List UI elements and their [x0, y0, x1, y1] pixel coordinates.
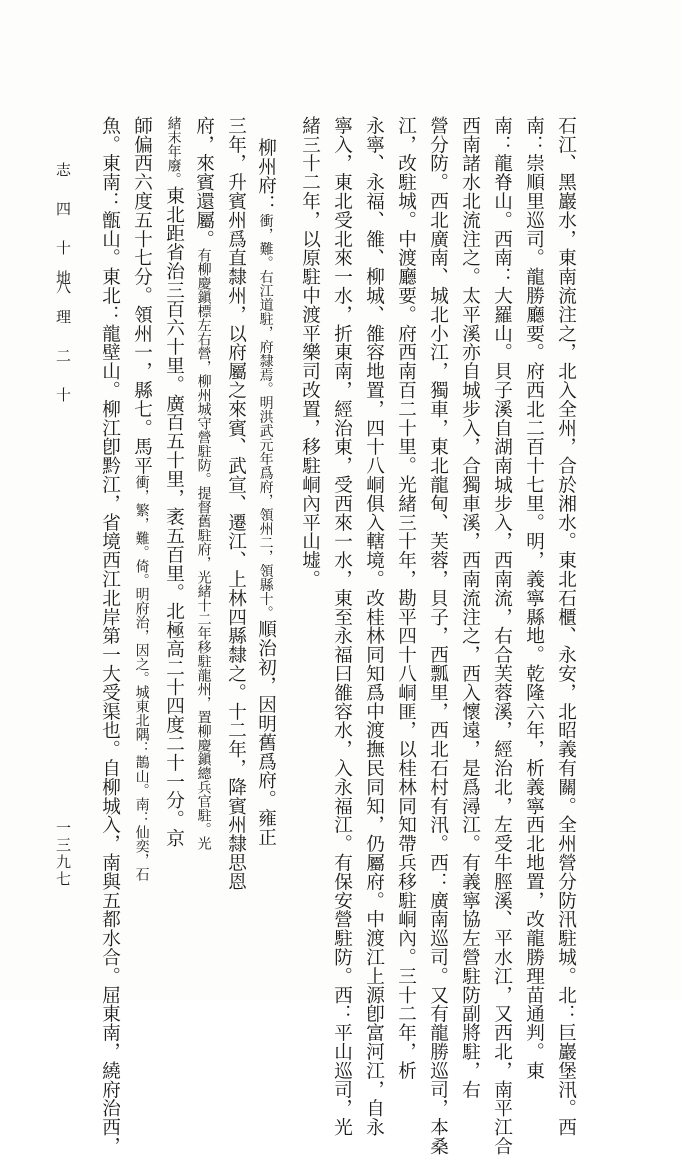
- annotation: 有柳慶鎭標左右營，柳州城守營駐防。提督舊駐府，光緒十二年移駐龍州，置柳慶鎭總兵官駐。光: [195, 248, 212, 851]
- text-column-3: 南：龍脊山。西南：大羅山。貝子溪自湖南城步入，西南流，右合芙蓉溪，經治北，左受牛脛溪、平水江，又西北，南平江合: [491, 116, 513, 1156]
- prefecture-heading: 柳州府：: [255, 138, 277, 214]
- text-column-14: [132, 116, 151, 916]
- text-column-8: 寧入，東北受北來一水，折東南，經治東，受西來一水，東至永福曰雒容水，入永福江。有保安營駐防。西：平山巡司，光: [331, 116, 353, 1137]
- text-column-2: 南：崇順里巡司。龍勝廳要。府西北二百十七里。明，義寧縣地。乾隆六年，析義寧西北地置，改龍勝理苗通判。東: [523, 116, 545, 1080]
- annotation: 緒末年廢。: [165, 116, 182, 186]
- body-text: 府，來賓還屬。: [193, 116, 215, 249]
- annotation: 衝，繁，難。倚。明府治，因之。城東北隅：鵲山。南：仙奕，石: [133, 475, 150, 882]
- page-number: 一三九七: [54, 820, 72, 888]
- volume-label: 志 四 十 八: [54, 162, 72, 297]
- annotation: 衝，難。右江道駐，府隸焉。明洪武元年爲府，領州二，領縣十。: [257, 213, 274, 620]
- section-label: 地 理 二 十: [54, 270, 72, 405]
- text-column-7: 永寧、永福、雒、柳城、雒容地置，四十八峒俱入轄境。改桂林同知爲中渡撫民同知，仍屬府。中渡江上源卽富河江，自永: [363, 116, 385, 1137]
- text-column-13: [164, 116, 183, 916]
- body-text: 順治初，因明舊爲府。雍正: [255, 619, 277, 847]
- text-column-11: 三年，升賓州爲直隸州，以府屬之來賓、武宣、遷江、上林四縣隸之。十二年，降賓州隸思恩: [225, 116, 247, 891]
- text-column-10: [256, 138, 275, 918]
- text-column-4: 西南諸水北流注之。太平溪亦自城步入，合獨車溪，西南流注之，西入懷遠，是爲潯江。有義寧協左營駐防副將駐，右: [459, 116, 481, 1099]
- body-text: 東北距省治三百六十里。廣百五十里，袤五百里。北極高二十四度二十一分。京: [163, 186, 185, 848]
- body-text: 師偏西六度五十七分。領州一，縣七。馬平: [131, 116, 153, 476]
- text-column-6: 江，改駐城。中渡廳要。府西南百二十里。光緒三十年，勘平四十八峒匪，以桂林同知帶兵移駐峒內。三十二年，析: [395, 116, 417, 1080]
- text-column-5: 營分防。西北廣南、城北小江，獨車，東北龍甸、芙蓉，貝子，西瓢里，西北石村有汛。西：廣南巡司。又有龍勝巡司，本桑: [427, 116, 449, 1156]
- text-column-9: 緒三十二年，以原駐中渡平樂司改置，移駐峒內平山墟。: [299, 116, 321, 589]
- text-column-12: [194, 116, 213, 916]
- text-column-1: 石江、黑巖水，東南流注之，北入全州，合於湘水。東北石櫃、永安，北昭義有關。全州營分防汛駐城。北：巨巖堡汛。西: [555, 116, 577, 1137]
- text-column-15: 魚。東南：甑山。東北：龍壁山。柳江卽黔江，省境西江北岸第一大受渠也。自柳城入，南與五都水合。屈東南，繞府治西，: [99, 116, 121, 1156]
